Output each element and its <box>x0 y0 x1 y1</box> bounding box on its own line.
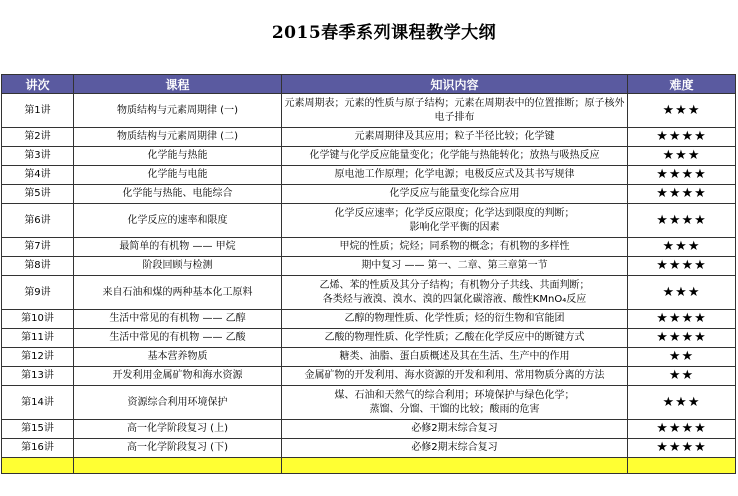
content-cell <box>282 147 628 166</box>
content-cell <box>282 348 628 367</box>
content-cell <box>282 329 628 348</box>
lecture-cell: 第13讲 <box>2 367 74 386</box>
table-row <box>2 257 736 276</box>
content-cell <box>282 204 628 238</box>
table-row <box>2 238 736 257</box>
lecture-cell: 第9讲 <box>2 276 74 310</box>
difficulty-stars: ★★★★ <box>628 185 736 204</box>
content-line: 必修2期末综合复习 <box>411 423 498 434</box>
content-line: 元素周期表；元素的性质与原子结构；元素在周期表中的位置推断；原子核外电子排布 <box>284 97 625 123</box>
course-cell: 化学反应的速率和限度 <box>74 204 282 238</box>
difficulty-stars: ★★★★ <box>628 310 736 329</box>
table-row <box>2 439 736 458</box>
content-cell <box>282 94 628 128</box>
difficulty-stars: ★★★★ <box>628 204 736 238</box>
difficulty-stars: ★★★★ <box>628 166 736 185</box>
syllabus-table <box>1 74 736 474</box>
content-cell <box>282 166 628 185</box>
lecture-cell: 第7讲 <box>2 238 74 257</box>
table-row <box>2 310 736 329</box>
content-line: 影响化学平衡的因素 <box>409 221 500 233</box>
lecture-cell: 第4讲 <box>2 166 74 185</box>
content-line: 化学键与化学反应能量变化；化学能与热能转化；放热与吸热反应 <box>309 150 600 161</box>
header-content: 知识内容 <box>282 75 628 94</box>
table-row <box>2 185 736 204</box>
course-cell: 阶段回顾与检测 <box>74 257 282 276</box>
table-body <box>2 94 736 474</box>
difficulty-stars: ★★★ <box>628 147 736 166</box>
content-cell <box>282 276 628 310</box>
content-cell <box>282 310 628 329</box>
difficulty-stars: ★★★★ <box>628 257 736 276</box>
difficulty-stars: ★★★ <box>628 94 736 128</box>
course-cell: 高一化学阶段复习 (下) <box>74 439 282 458</box>
course-cell: 最简单的有机物 —— 甲烷 <box>74 238 282 257</box>
content-line: 煤、石油和天然气的综合利用；环境保护与绿色化学； <box>334 389 575 401</box>
content-line: 甲烷的性质；烷烃；同系物的概念；有机物的多样性 <box>339 241 570 252</box>
content-line: 元素周期律及其应用；粒子半径比较；化学键 <box>354 131 555 142</box>
table-row <box>2 367 736 386</box>
difficulty-stars: ★★★★ <box>628 420 736 439</box>
course-cell: 物质结构与元素周期律 (二) <box>74 128 282 147</box>
content-cell <box>282 185 628 204</box>
lecture-cell: 第11讲 <box>2 329 74 348</box>
table-row <box>2 204 736 238</box>
empty-cell <box>74 458 282 474</box>
difficulty-stars: ★★★ <box>628 386 736 420</box>
difficulty-stars: ★★★★ <box>628 329 736 348</box>
content-cell <box>282 238 628 257</box>
course-cell: 基本营养物质 <box>74 348 282 367</box>
content-line: 乙醇的物理性质、化学性质；烃的衍生物和官能团 <box>344 313 565 324</box>
content-line: 期中复习 —— 第一、二章、第三章第一节 <box>361 260 548 271</box>
content-line: 各类烃与液溴、溴水、溴的四氯化碳溶液、酸性KMnO₄反应 <box>322 293 587 305</box>
difficulty-stars: ★★ <box>628 348 736 367</box>
lecture-cell: 第14讲 <box>2 386 74 420</box>
content-line: 金属矿物的开发利用、海水资源的开发和利用、常用物质分离的方法 <box>304 370 605 381</box>
difficulty-stars: ★★★ <box>628 238 736 257</box>
table-row <box>2 166 736 185</box>
header-course: 课程 <box>74 75 282 94</box>
empty-cell <box>628 458 736 474</box>
lecture-cell: 第1讲 <box>2 94 74 128</box>
table-row <box>2 348 736 367</box>
content-cell <box>282 420 628 439</box>
lecture-cell: 第8讲 <box>2 257 74 276</box>
content-line: 化学反应速率；化学反应限度；化学达到限度的判断； <box>334 207 575 219</box>
content-cell <box>282 128 628 147</box>
content-line: 乙烯、苯的性质及其分子结构；有机物分子共线、共面判断； <box>319 279 590 291</box>
difficulty-stars: ★★★★ <box>628 128 736 147</box>
course-cell: 来自石油和煤的两种基本化工原料 <box>74 276 282 310</box>
difficulty-stars: ★★★ <box>628 276 736 310</box>
table-row <box>2 128 736 147</box>
course-cell: 生活中常见的有机物 —— 乙酸 <box>74 329 282 348</box>
content-cell <box>282 257 628 276</box>
table-row <box>2 329 736 348</box>
course-cell: 资源综合利用环境保护 <box>74 386 282 420</box>
content-line: 原电池工作原理；化学电源；电极反应式及其书写规律 <box>334 169 575 180</box>
table-row <box>2 147 736 166</box>
header-difficulty: 难度 <box>628 75 736 94</box>
course-cell: 生活中常见的有机物 —— 乙醇 <box>74 310 282 329</box>
empty-cell <box>2 458 74 474</box>
empty-cell <box>282 458 628 474</box>
lecture-cell: 第6讲 <box>2 204 74 238</box>
table-row <box>2 386 736 420</box>
difficulty-stars: ★★ <box>628 367 736 386</box>
lecture-cell: 第16讲 <box>2 439 74 458</box>
lecture-cell: 第3讲 <box>2 147 74 166</box>
table-row <box>2 94 736 128</box>
course-cell: 化学能与热能、电能综合 <box>74 185 282 204</box>
lecture-cell: 第12讲 <box>2 348 74 367</box>
content-line: 蒸馏、分馏、干馏的比较；酸雨的危害 <box>369 403 540 415</box>
lecture-cell: 第15讲 <box>2 420 74 439</box>
content-cell <box>282 367 628 386</box>
course-cell: 化学能与电能 <box>74 166 282 185</box>
content-cell <box>282 386 628 420</box>
difficulty-stars: ★★★★ <box>628 439 736 458</box>
content-line: 乙酸的物理性质、化学性质；乙酸在化学反应中的断键方式 <box>324 332 585 343</box>
course-cell: 物质结构与元素周期律 (一) <box>74 94 282 128</box>
table-row <box>2 420 736 439</box>
course-cell: 开发利用金属矿物和海水资源 <box>74 367 282 386</box>
lecture-cell: 第2讲 <box>2 128 74 147</box>
header-row <box>2 75 736 94</box>
content-line: 糖类、油脂、蛋白质概述及其在生活、生产中的作用 <box>339 351 570 362</box>
content-line: 化学反应与能量变化综合应用 <box>389 188 520 199</box>
header-lecture: 讲次 <box>2 75 74 94</box>
lecture-cell: 第10讲 <box>2 310 74 329</box>
lecture-cell: 第5讲 <box>2 185 74 204</box>
course-cell: 高一化学阶段复习 (上) <box>74 420 282 439</box>
content-cell <box>282 439 628 458</box>
course-cell: 化学能与热能 <box>74 147 282 166</box>
highlighted-empty-row <box>2 458 736 474</box>
content-line: 必修2期末综合复习 <box>411 442 498 453</box>
table-row <box>2 276 736 310</box>
page-title: 2015春季系列课程教学大纲 <box>271 23 497 43</box>
